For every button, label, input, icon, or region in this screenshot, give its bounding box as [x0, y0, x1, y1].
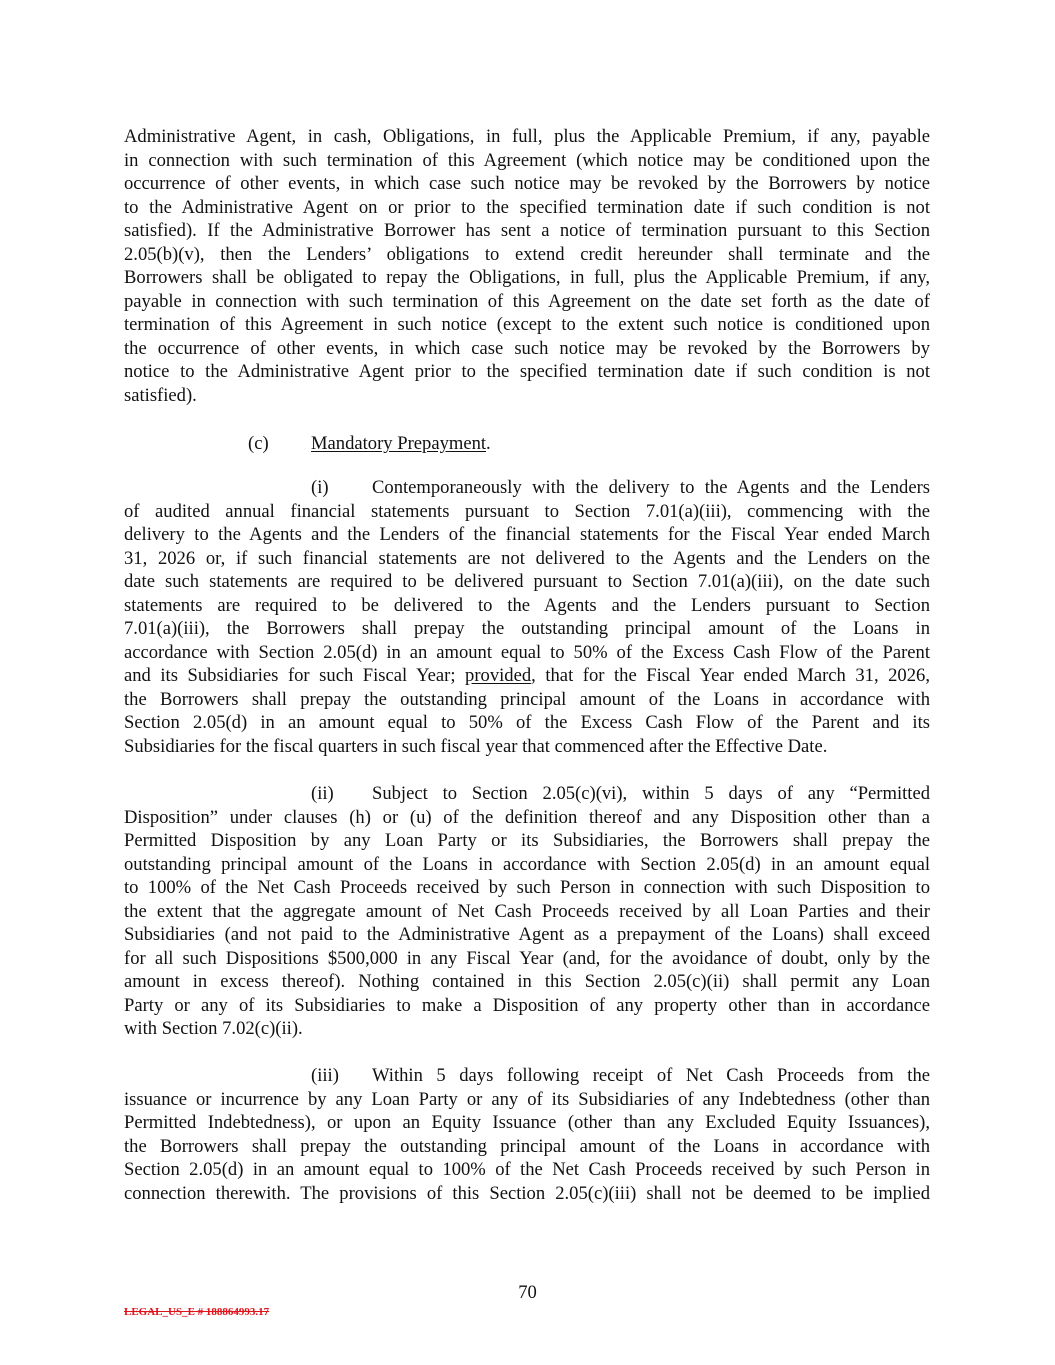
text-line: satisfied).: [124, 385, 197, 407]
text-line: in connection with such termination of this Agreement (which notice may be conditioned upon the: [124, 149, 930, 171]
text-line: Disposition” under clauses (h) or (u) of the definition thereof and any Disposition other than a: [124, 806, 930, 828]
text-line: Section 2.05(d) in an amount equal to 50% of the Excess Cash Flow of the Parent and its: [124, 712, 930, 734]
section-c-title: Mandatory Prepayment: [311, 433, 487, 454]
text-span: , that for the Fiscal Year ended March 31, 2026,: [531, 665, 930, 687]
text-line: date such statements are required to be delivered pursuant to Section 7.01(a)(iii), on the date such: [124, 571, 930, 593]
clause-iii-label: (iii): [311, 1065, 339, 1086]
text-line: delivery to the Agents and the Lenders of the financial statements for the Fiscal Year ended March: [124, 524, 930, 546]
text-line: to 100% of the Net Cash Proceeds received by such Person in connection with such Disposition to: [124, 877, 930, 899]
text-span: Within 5 days following receipt of Net Cash Proceeds from the: [372, 1065, 930, 1086]
clause-iii: [124, 1064, 930, 1205]
text-line: amount in excess thereof). Nothing contained in this Section 2.05(c)(ii) shall permit any Loan: [124, 971, 930, 993]
clause-ii-first-line: [124, 782, 930, 806]
clause-i-first-line: [124, 476, 930, 500]
clause-iii-first-line: [124, 1064, 930, 1088]
text-line: termination of this Agreement in such notice (except to the extent such notice is conditioned upon: [124, 314, 930, 336]
text-line: notice to the Administrative Agent prior to the specified termination date if such condition is not: [124, 361, 930, 383]
text-line: Party or any of its Subsidiaries to make a Disposition of any property other than in accordance: [124, 994, 930, 1016]
provided-term: provided: [465, 665, 532, 687]
text-line: Subsidiaries for the fiscal quarters in such fiscal year that commenced after the Effective Date.: [124, 736, 828, 758]
text-line: connection therewith. The provisions of this Section 2.05(c)(iii) shall not be deemed to be implied: [124, 1182, 930, 1204]
text-line: issuance or incurrence by any Loan Party or any of its Subsidiaries of any Indebtedness (other than: [124, 1088, 930, 1110]
clause-ii: [124, 782, 930, 1041]
text-line: statements are required to be delivered to the Agents and the Lenders pursuant to Section: [124, 594, 930, 616]
text-line: for all such Dispositions $500,000 in any Fiscal Year (and, for the avoidance of doubt, only by the: [124, 947, 930, 969]
text-line: 31, 2026 or, if such financial statements are not delivered to the Agents and the Lenders on the: [124, 547, 930, 569]
text-line: occurrence of other events, in which case such notice may be revoked by the Borrowers by notice: [124, 173, 930, 195]
clause-i-label: (i): [311, 477, 329, 498]
text-line-provided: [124, 664, 930, 688]
intro-paragraph: [124, 125, 930, 408]
section-c-title-period: .: [486, 433, 491, 454]
text-line: satisfied). If the Administrative Borrower has sent a notice of termination pursuant to this Section: [124, 220, 930, 242]
text-line: Permitted Disposition by any Loan Party or its Subsidiaries, the Borrowers shall prepay the: [124, 830, 930, 852]
text-line: Administrative Agent, in cash, Obligations, in full, plus the Applicable Premium, if any, payable: [124, 126, 930, 147]
text-line: 7.01(a)(iii), the Borrowers shall prepay the outstanding principal amount of the Loans in: [124, 618, 930, 640]
page-number: 70: [518, 1282, 537, 1303]
text-line: Section 2.05(d) in an amount equal to 100% of the Net Cash Proceeds received by such Person in: [124, 1159, 930, 1181]
text-span: Contemporaneously with the delivery to the Agents and the Lenders: [372, 477, 930, 498]
clause-ii-label: (ii): [311, 783, 334, 804]
text-line: Subsidiaries (and not paid to the Administrative Agent as a prepayment of the Loans) shall exceed: [124, 924, 930, 946]
clause-i: [124, 476, 930, 759]
text-line: Borrowers shall be obligated to repay the Obligations, in full, plus the Applicable Premium, if any,: [124, 267, 930, 289]
text-line: accordance with Section 2.05(d) in an amount equal to 50% of the Excess Cash Flow of the Parent: [124, 641, 930, 663]
document-id: LEGAL_US_E # 188864993.17: [124, 1306, 270, 1318]
text-line: 2.05(b)(v), then the Lenders’ obligations to extend credit hereunder shall terminate and the: [124, 243, 930, 265]
text-line: the Borrowers shall prepay the outstanding principal amount of the Loans in accordance with: [124, 688, 930, 710]
text-span: and its Subsidiaries for such Fiscal Year;: [124, 665, 466, 687]
text-line: the occurrence of other events, in which case such notice may be revoked by the Borrowers by: [124, 337, 930, 359]
section-c-heading: [248, 432, 491, 456]
text-line: with Section 7.02(c)(ii).: [124, 1018, 303, 1040]
text-line: payable in connection with such termination of this Agreement on the date set forth as the date of: [124, 290, 930, 312]
text-line: outstanding principal amount of the Loans in accordance with Section 2.05(d) in an amount equal: [124, 853, 930, 875]
text-line: the extent that the aggregate amount of Net Cash Proceeds received by all Loan Parties and their: [124, 900, 930, 922]
text-line: the Borrowers shall prepay the outstanding principal amount of the Loans in accordance with: [124, 1135, 930, 1157]
section-c-label: (c): [248, 433, 269, 454]
text-line: of audited annual financial statements pursuant to Section 7.01(a)(iii), commencing with the: [124, 500, 930, 522]
text-span: Subject to Section 2.05(c)(vi), within 5 days of any “Permitted: [372, 783, 930, 804]
text-line: to the Administrative Agent on or prior to the specified termination date if such condition is not: [124, 196, 930, 218]
text-line: Permitted Indebtedness), or upon an Equity Issuance (other than any Excluded Equity Issuances),: [124, 1112, 930, 1134]
